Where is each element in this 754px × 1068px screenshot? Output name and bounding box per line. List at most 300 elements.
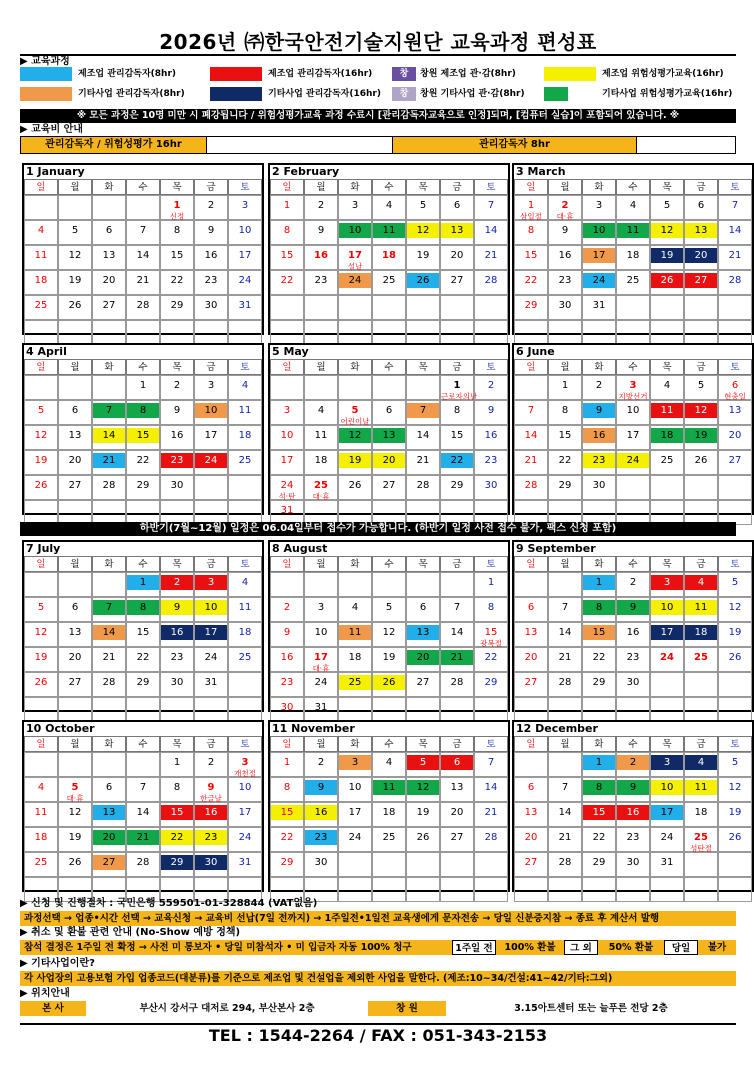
day-number: 2 [487,380,495,391]
day-cell [718,777,752,802]
day-cell [160,400,194,425]
day-cell [650,475,684,500]
day-number: 28 [136,300,150,311]
month-calendar [22,540,264,712]
day-cell [304,195,338,220]
day-cell [304,572,338,597]
day-number: 23 [305,830,337,845]
holiday-note: 대·휴 [556,212,574,221]
month-calendar [22,163,264,335]
day-number: 20 [68,652,82,663]
day-number: 7 [93,403,125,418]
day-cell [440,195,474,220]
day-cell [194,672,228,697]
day-number: 27 [416,677,430,688]
day-number: 1 [527,200,535,211]
day-cell [684,245,718,270]
day-cell [194,320,228,345]
day-cell [92,450,126,475]
day-cell [474,270,508,295]
day-cell [582,852,616,877]
day-number: 8 [283,782,291,793]
legend-swatch [210,67,262,81]
day-cell [684,777,718,802]
day-number: 23 [314,275,328,286]
day-cell [514,672,548,697]
refund-day-label: 당일 [664,940,698,955]
day-cell [406,450,440,475]
day-cell [718,647,752,672]
day-number: 14 [558,627,572,638]
day-number: 14 [93,428,125,443]
day-number: 26 [651,273,683,288]
day-cell [270,295,304,320]
day-number: 11 [685,780,717,795]
day-cell [92,752,126,777]
day-cell [338,777,372,802]
day-number: 11 [314,430,328,441]
day-cell [718,320,752,345]
day-cell [616,572,650,597]
day-cell [718,295,752,320]
day-number: 21 [102,652,116,663]
day-cell [160,647,194,672]
day-cell [548,320,582,345]
day-cell [548,572,582,597]
day-cell [194,400,228,425]
day-number: 28 [416,480,430,491]
weekday-header: 일 [24,736,58,752]
day-cell [474,475,508,500]
day-cell [160,475,194,500]
day-cell [650,400,684,425]
weekday-header: 목 [650,179,684,195]
day-number: 11 [373,223,405,238]
day-number: 27 [728,455,742,466]
day-cell [718,597,752,622]
day-cell [92,320,126,345]
weekday-header: 금 [194,359,228,375]
weekday-header: 목 [406,556,440,572]
day-cell [160,375,194,400]
day-cell [270,475,304,500]
day-number: 10 [339,223,371,238]
refund-section-label: ▶ 취소 및 환불 관련 안내 (No-Show 예방 정책) [20,927,241,938]
weekday-header: 일 [270,179,304,195]
weekday-header: 화 [338,736,372,752]
location-bar [20,1001,736,1016]
weekday-header: 수 [126,359,160,375]
day-cell [650,877,684,902]
day-cell [270,195,304,220]
day-number: 17 [651,805,683,820]
day-cell [474,752,508,777]
weekday-header: 일 [514,556,548,572]
day-cell [126,597,160,622]
day-cell [548,450,582,475]
day-number: 14 [524,430,538,441]
weekday-header: 목 [406,736,440,752]
day-cell [194,220,228,245]
day-number: 21 [416,455,430,466]
day-number: 15 [161,805,193,820]
day-cell [58,475,92,500]
day-number: 11 [238,405,252,416]
day-number: 11 [238,602,252,613]
day-cell [548,425,582,450]
day-cell [92,852,126,877]
day-number: 3 [339,755,371,770]
day-cell [126,647,160,672]
day-cell [194,647,228,672]
day-number: 25 [626,275,640,286]
day-number: 16 [617,805,649,820]
day-cell [474,220,508,245]
day-cell [338,802,372,827]
day-number: 23 [484,455,498,466]
day-cell [548,877,582,902]
day-cell [372,425,406,450]
legend-swatch: 창 [392,87,416,101]
day-cell [616,475,650,500]
weekday-header: 수 [616,179,650,195]
day-number: 10 [348,782,362,793]
day-number: 20 [524,652,538,663]
day-cell [160,295,194,320]
day-cell [684,425,718,450]
day-cell [338,827,372,852]
day-number: 9 [207,782,215,793]
day-number: 13 [373,428,405,443]
day-cell [338,597,372,622]
weekday-header: 금 [684,179,718,195]
day-cell [406,827,440,852]
day-cell [338,877,372,902]
day-number: 31 [204,677,218,688]
refund-other-value: 50% 환불 [608,942,654,953]
day-cell [228,777,262,802]
day-number: 9 [617,600,649,615]
location-section-label: ▶ 위치안내 [20,988,70,999]
day-number: 21 [524,455,538,466]
day-cell [684,752,718,777]
day-cell [92,777,126,802]
day-number: 27 [93,855,125,870]
day-number: 17 [626,430,640,441]
day-cell [372,622,406,647]
day-cell [684,400,718,425]
day-cell [194,697,228,722]
day-cell [440,752,474,777]
day-number: 7 [731,200,739,211]
day-cell [616,450,650,475]
day-number: 21 [558,832,572,843]
day-number: 10 [280,430,294,441]
day-number: 30 [170,677,184,688]
day-cell [126,295,160,320]
day-number: 2 [161,575,193,590]
day-cell [684,697,718,722]
day-number: 23 [626,832,640,843]
day-cell [92,220,126,245]
day-cell [270,697,304,722]
day-number: 5 [419,200,427,211]
day-number: 15 [524,250,538,261]
day-cell [406,400,440,425]
day-cell [582,777,616,802]
day-cell [160,270,194,295]
day-number: 7 [527,405,535,416]
day-number: 22 [592,652,606,663]
day-cell [684,475,718,500]
day-number: 14 [93,625,125,640]
day-cell [406,245,440,270]
day-cell [270,802,304,827]
holiday-note: 근로자의날 [441,392,478,401]
day-number: 4 [385,200,393,211]
day-cell [338,220,372,245]
weekday-header: 화 [582,556,616,572]
day-cell [406,877,440,902]
day-number: 7 [487,757,495,768]
day-number: 7 [407,403,439,418]
day-number: 28 [450,677,464,688]
day-cell [24,752,58,777]
day-number: 27 [524,857,538,868]
day-number: 27 [524,677,538,688]
second-half-notice: 하반기(7월~12월) 일정은 06.04일부터 접수가 가능합니다. (하반기 일정 사전 접수 불가, 팩스 신청 포함) [20,522,736,536]
day-number: 11 [339,625,371,640]
day-number: 19 [651,248,683,263]
day-number: 25 [34,300,48,311]
holiday-note: 개천절 [234,769,256,778]
day-number: 17 [195,625,227,640]
day-cell [270,400,304,425]
day-number: 18 [238,627,252,638]
day-cell [440,245,474,270]
day-number: 27 [68,677,82,688]
day-cell [126,622,160,647]
day-cell [440,597,474,622]
day-cell [24,622,58,647]
month-grid [514,359,752,525]
day-number: 25 [694,652,708,663]
day-number: 5 [37,405,45,416]
day-cell [684,450,718,475]
day-number: 15 [484,627,498,638]
day-cell [24,400,58,425]
day-number: 18 [348,652,362,663]
day-cell [474,400,508,425]
day-number: 19 [339,453,371,468]
day-number: 18 [626,250,640,261]
day-number: 1 [173,757,181,768]
day-cell [126,802,160,827]
weekday-header: 토 [718,736,752,752]
day-number: 24 [195,453,227,468]
day-number: 17 [314,652,328,663]
day-cell [24,375,58,400]
day-number: 30 [558,300,572,311]
day-number: 3 [317,602,325,613]
day-number: 8 [127,600,159,615]
day-number: 3 [351,200,359,211]
day-cell [194,597,228,622]
day-cell [650,777,684,802]
hq-label: 본 사 [20,1001,86,1016]
weekday-header: 화 [338,556,372,572]
day-number: 26 [348,480,362,491]
day-number: 8 [283,225,291,236]
day-cell [126,450,160,475]
day-cell [160,697,194,722]
day-number: 18 [238,430,252,441]
day-cell [270,245,304,270]
day-number: 15 [583,805,615,820]
day-number: 14 [558,807,572,818]
day-number: 20 [102,275,116,286]
month-name: 6 June [516,345,555,358]
day-cell [440,802,474,827]
day-cell [548,777,582,802]
weekday-header: 토 [228,736,262,752]
day-cell [160,852,194,877]
day-cell [24,597,58,622]
day-number: 8 [173,225,181,236]
day-number: 26 [68,300,82,311]
day-cell [474,320,508,345]
day-cell [92,375,126,400]
day-cell [126,195,160,220]
day-number: 17 [280,455,294,466]
day-cell [160,245,194,270]
weekday-header: 월 [548,556,582,572]
month-grid [270,736,508,902]
day-number: 4 [351,602,359,613]
day-number: 22 [558,455,572,466]
day-cell [684,852,718,877]
weekday-header: 일 [270,736,304,752]
day-cell [582,647,616,672]
holiday-note: 광복절 [480,639,502,648]
day-number: 8 [583,600,615,615]
day-cell [24,802,58,827]
day-cell [582,672,616,697]
day-cell [194,852,228,877]
day-cell [718,697,752,722]
day-cell [372,270,406,295]
month-grid [514,179,752,345]
weekday-header: 월 [304,179,338,195]
weekday-header: 목 [650,556,684,572]
day-number: 28 [484,275,498,286]
day-number: 2 [317,757,325,768]
month-calendar [268,540,510,712]
weekday-header: 금 [440,736,474,752]
day-cell [58,752,92,777]
day-cell [58,827,92,852]
day-number: 31 [280,505,294,516]
day-number: 21 [93,453,125,468]
day-cell [194,245,228,270]
month-calendar [22,720,264,892]
weekday-header: 수 [372,556,406,572]
month-calendar [512,540,754,712]
month-calendar [268,163,510,335]
month-name: 3 March [516,165,566,178]
day-cell [338,647,372,672]
apply-section-label: ▶ 신청 및 진행절차 : 국민은행 559501-01-328844 (VAT없음) [20,898,318,909]
day-cell [514,245,548,270]
day-cell [684,295,718,320]
holiday-note: 한글날 [200,794,222,803]
day-number: 3 [241,757,249,768]
day-cell [270,425,304,450]
day-number: 30 [592,480,606,491]
day-cell [474,697,508,722]
day-cell [440,622,474,647]
day-number: 21 [728,250,742,261]
day-cell [440,672,474,697]
refund-week-label: 1주일 전 [452,940,496,955]
day-cell [338,270,372,295]
other-bar: 각 사업장의 고용보험 가입 업종코드(대분류)를 기준으로 제조업 및 건설업을 제외한 사업을 말한다. (제조:10~34/건설:41~42/기타:그외) [20,971,736,986]
weekday-header: 수 [616,359,650,375]
day-cell [474,375,508,400]
day-cell [718,450,752,475]
day-cell [194,827,228,852]
day-number: 12 [382,627,396,638]
weekday-header: 수 [372,179,406,195]
day-cell [304,245,338,270]
holiday-note: 대·휴 [66,794,84,803]
day-cell [440,647,474,672]
day-cell [440,295,474,320]
day-cell [440,877,474,902]
day-cell [58,852,92,877]
day-cell [514,295,548,320]
day-cell [58,647,92,672]
holiday-note: 설날 [347,262,363,271]
day-cell [474,572,508,597]
day-number: 3 [595,200,603,211]
day-cell [650,425,684,450]
day-cell [616,852,650,877]
weekday-header: 토 [718,556,752,572]
day-number: 18 [685,625,717,640]
day-cell [58,375,92,400]
day-cell [126,697,160,722]
day-cell [548,475,582,500]
day-cell [92,572,126,597]
day-cell [582,827,616,852]
day-number: 29 [558,480,572,491]
day-cell [684,827,718,852]
day-cell [372,400,406,425]
day-cell [338,475,372,500]
day-cell [338,295,372,320]
day-number: 29 [136,677,150,688]
day-cell [372,802,406,827]
day-cell [650,220,684,245]
day-cell [270,375,304,400]
day-number: 10 [195,403,227,418]
weekday-header: 수 [372,359,406,375]
day-cell [270,752,304,777]
changwon-address: 3.15아트센터 또는 늘푸른 전당 2층 [514,1003,668,1014]
day-number: 14 [136,807,150,818]
day-cell [718,195,752,220]
